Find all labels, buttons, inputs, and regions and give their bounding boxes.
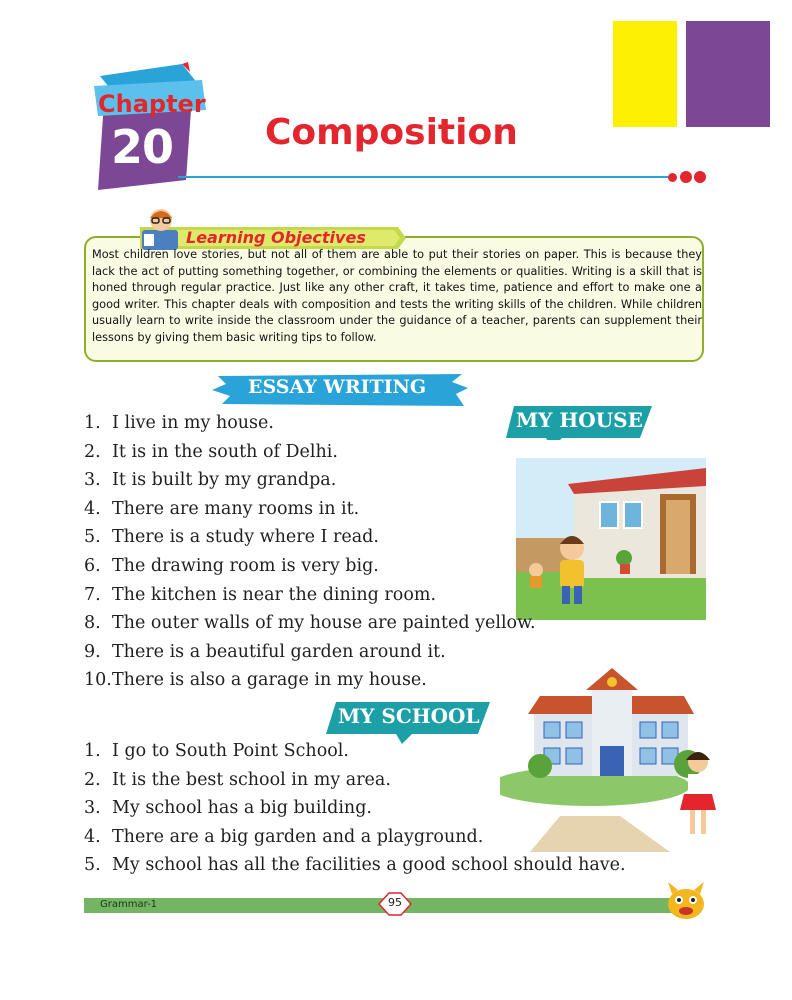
my-house-heading: MY HOUSE bbox=[516, 408, 643, 432]
item-number: 2. bbox=[84, 769, 101, 790]
monster-mascot-icon bbox=[664, 880, 708, 920]
page-title: Composition bbox=[265, 112, 518, 153]
item-number: 5. bbox=[84, 855, 101, 876]
list-item bbox=[84, 581, 524, 610]
item-number: 1. bbox=[84, 413, 101, 433]
title-dot bbox=[668, 173, 677, 182]
item-number: 4. bbox=[84, 826, 101, 847]
yellow-corner-block bbox=[613, 21, 677, 127]
chapter-label: Chapter bbox=[98, 90, 206, 118]
item-number: 6. bbox=[84, 555, 101, 576]
my-school-heading: MY SCHOOL bbox=[338, 704, 480, 728]
my-house-list bbox=[84, 409, 536, 695]
item-number: 3. bbox=[84, 798, 101, 819]
item-number: 1. bbox=[84, 741, 101, 761]
page-number: 95 bbox=[388, 896, 402, 909]
list-item bbox=[84, 438, 524, 467]
item-text: There is a beautiful garden around it. bbox=[112, 641, 446, 662]
item-text: There are a big garden and a playground. bbox=[112, 826, 484, 847]
item-text: It is the best school in my area. bbox=[112, 769, 391, 790]
item-text: My school has all the facilities a good school should have. bbox=[112, 855, 626, 876]
item-text: It is in the south of Delhi. bbox=[112, 441, 338, 462]
item-text: There are many rooms in it. bbox=[112, 498, 360, 519]
chapter-number: 20 bbox=[110, 120, 173, 174]
footer-book-title: Grammar-1 bbox=[100, 899, 158, 910]
item-text: I live in my house. bbox=[112, 413, 274, 433]
my-school-list bbox=[84, 737, 624, 880]
item-number: 7. bbox=[84, 584, 101, 605]
item-text: The kitchen is near the dining room. bbox=[112, 584, 437, 605]
essay-writing-heading: ESSAY WRITING bbox=[248, 376, 427, 398]
item-text: It is built by my grandpa. bbox=[112, 470, 337, 491]
item-number: 9. bbox=[84, 641, 101, 662]
list-item bbox=[84, 766, 624, 795]
list-item bbox=[84, 409, 524, 438]
objectives-heading: Learning Objectives bbox=[186, 228, 366, 247]
item-text: There is also a garage in my house. bbox=[112, 670, 427, 691]
list-item bbox=[84, 666, 524, 695]
list-item bbox=[84, 609, 536, 638]
title-dot bbox=[680, 171, 692, 183]
item-text: I go to South Point School. bbox=[112, 741, 349, 761]
item-text: The outer walls of my house are painted yellow. bbox=[112, 613, 536, 634]
item-number: 5. bbox=[84, 527, 101, 548]
item-number: 2. bbox=[84, 441, 101, 462]
item-number: 4. bbox=[84, 498, 101, 519]
list-item bbox=[84, 523, 524, 552]
purple-corner-block bbox=[686, 21, 770, 127]
item-number: 10. bbox=[84, 670, 112, 691]
list-item bbox=[84, 851, 624, 880]
list-item bbox=[84, 552, 524, 581]
list-item bbox=[84, 638, 524, 667]
item-number: 8. bbox=[84, 613, 101, 634]
list-item bbox=[84, 823, 624, 852]
list-item bbox=[84, 495, 524, 524]
title-dot bbox=[694, 171, 706, 183]
list-item bbox=[84, 737, 624, 766]
house-illustration bbox=[516, 458, 706, 620]
list-item bbox=[84, 466, 524, 495]
teacher-icon bbox=[140, 206, 182, 252]
list-item bbox=[84, 794, 624, 823]
item-number: 3. bbox=[84, 470, 101, 491]
title-rule bbox=[178, 176, 672, 178]
item-text: There is a study where I read. bbox=[112, 527, 379, 548]
item-text: My school has a big building. bbox=[112, 798, 372, 819]
objectives-text: Most children love stories, but not all of them are able to put their stories on paper. This is because they lack the act of putting something together, or combining the elements or qualities. Writing is a skill that is honed through regular practice. Just like any other craft, it takes time, patience and effort to make one a good writer. This chapter deals with composition and tests the writing skills of the children. While children usually learn to write inside the classroom under the guidance of a teacher, parents can supplement their lessons by giving them basic writing tips to follow. bbox=[92, 248, 702, 344]
item-text: The drawing room is very big. bbox=[112, 555, 379, 576]
